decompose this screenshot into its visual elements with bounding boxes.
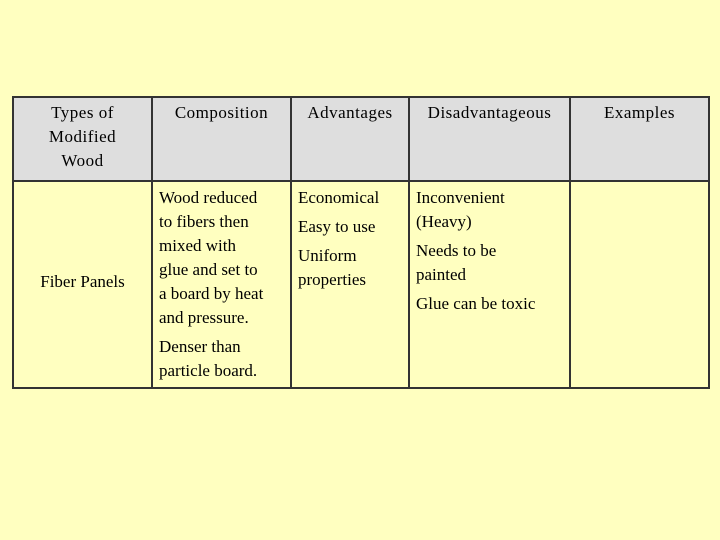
header-advantages [291,97,409,181]
disadvantage-line: painted [416,265,467,284]
disadvantage-line: (Heavy) [416,212,472,231]
cell-examples [570,181,709,388]
composition-line: and pressure. [159,308,249,327]
composition-line: particle board. [159,361,258,380]
advantage-line: properties [298,270,366,289]
table-row [13,181,709,388]
advantage-line: Uniform [298,246,357,265]
cell-type [13,181,152,388]
row-type-label: Fiber Panels [40,272,125,291]
header-types-line-1: Types of [51,103,114,122]
disadvantage-line: Glue can be toxic [416,294,536,313]
modified-wood-table [12,96,710,389]
composition-line: Wood reduced [159,188,258,207]
header-examples-label: Examples [603,103,676,122]
header-disadvantages-label: Disadvantageous [427,103,552,122]
composition-line: Denser than [159,337,241,356]
disadvantage-line: Needs to be [416,241,497,260]
header-disadvantages [409,97,570,181]
advantage-line: Easy to use [298,217,376,236]
header-composition-label: Composition [174,103,269,122]
header-types-line-3: Wood [61,151,104,170]
composition-line: mixed with [159,236,236,255]
table-header-row [13,97,709,181]
composition-line: to fibers then [159,212,249,231]
header-types-line-2: Modified [48,127,117,146]
advantage-line: Economical [298,188,380,207]
cell-advantages [291,181,409,388]
cell-composition [152,181,291,388]
header-advantages-label: Advantages [307,103,393,122]
disadvantage-line: Inconvenient [416,188,505,207]
header-examples [570,97,709,181]
cell-disadvantages [409,181,570,388]
composition-line: glue and set to [159,260,258,279]
header-composition [152,97,291,181]
header-types [13,97,152,181]
composition-line: a board by heat [159,284,264,303]
